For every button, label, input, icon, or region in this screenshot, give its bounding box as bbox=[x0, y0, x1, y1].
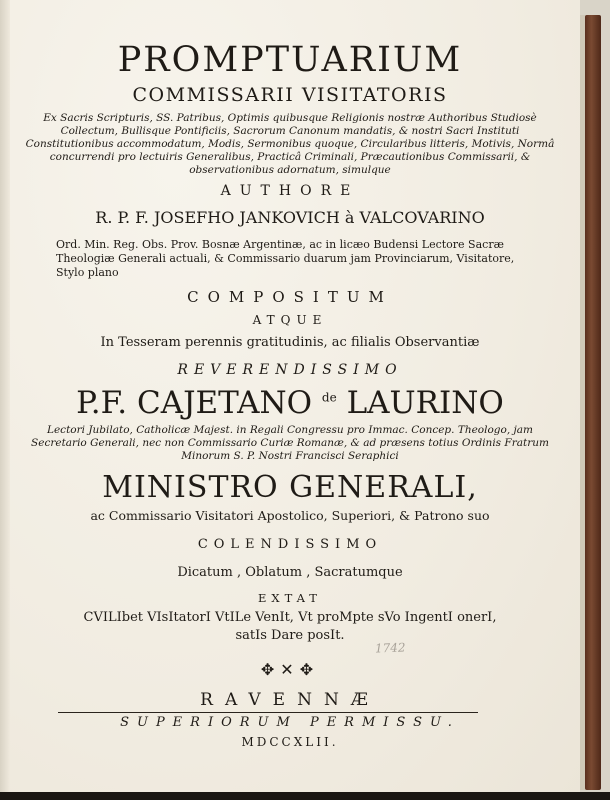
dedicatee-prefix: P.F. CAJETANO bbox=[76, 385, 313, 421]
place-of-printing: RAVENNÆ bbox=[200, 690, 380, 710]
binding-gutter bbox=[0, 0, 10, 800]
main-title: PROMPTUARIUM bbox=[117, 40, 463, 80]
publication-date: MDCCXLII. bbox=[241, 735, 339, 749]
chronogram-line-2: satIs Dare posIt. bbox=[235, 628, 345, 643]
tesseram-line: In Tesseram perennis gratitudinis, ac filialis Observantiæ bbox=[100, 335, 480, 350]
atque-heading: ATQUE bbox=[252, 313, 328, 327]
commissario-line: ac Commissario Visitatori Apostolico, Superiori, & Patrono suo bbox=[90, 508, 490, 523]
dedicatee-de: de bbox=[321, 390, 337, 405]
dedicatee-name bbox=[20, 385, 560, 421]
author-label: AUTHORE bbox=[220, 183, 360, 199]
ornament-icon: ✥✕✥ bbox=[260, 660, 320, 679]
reverendissimo-heading: REVERENDISSIMO bbox=[177, 362, 403, 378]
description-text: Ex Sacris Scripturis, SS. Patribus, Optimis quibusque Religionis nostræ Authoribus Studiosè Collectum, Bullisque Pontificiis, Sacrorum Canonum mandatis, & nostri Sacri Instituti Constitutionibus accommodatum, Modis, Sermonibus quoque, Circularibus litteris, Motivis, Normâ concurrendi pro lectuiris Generalibus, Practicâ Criminali, Præcautionibus Commissarii, & observationibus adornatum, simulque bbox=[25, 112, 555, 176]
author-details: Ord. Min. Reg. Obs. Prov. Bosnæ Argentinæ, ac in licæo Budensi Lectore Sacræ Theologiæ Generali actuali, & Commissario duarum jam Provinciarum, Visitatore, Stylo plano bbox=[56, 238, 515, 279]
colendissimo-heading: COLENDISSIMO bbox=[197, 537, 383, 552]
pencil-note: 1742 bbox=[374, 640, 406, 656]
bottom-shadow bbox=[0, 792, 610, 800]
compositum-heading: COMPOSITUM bbox=[187, 288, 393, 306]
subtitle: COMMISSARII VISITATORIS bbox=[132, 84, 448, 106]
ministro-generali: MINISTRO GENERALI, bbox=[102, 470, 478, 505]
leather-board bbox=[585, 15, 601, 790]
dicatum-line: Dicatum , Oblatum , Sacratumque bbox=[177, 565, 403, 580]
dedicatee-details: Lectori Jubilato, Catholicæ Majest. in Regali Congressu pro Immac. Concep. Theologo, jam Secretario Generali, nec non Commissario Curiæ Romanæ, & ad præsens totius Ordinis Fratrum Minorum S. P. Nostri Francisci Seraphici bbox=[31, 424, 549, 462]
permission-line: SUPERIORUM PERMISSU. bbox=[120, 715, 460, 730]
extat-heading: EXTAT bbox=[258, 591, 322, 605]
divider-rule bbox=[58, 712, 478, 713]
author-name: R. P. F. JOSEFHO JANKOVICH à VALCOVARINO bbox=[95, 208, 485, 227]
chronogram-line-1: CVILIbet VIsItatorI VtILe VenIt, Vt proMpte sVo IngentI onerI, bbox=[83, 610, 497, 625]
dedicatee-surname: LAURINO bbox=[346, 385, 504, 421]
